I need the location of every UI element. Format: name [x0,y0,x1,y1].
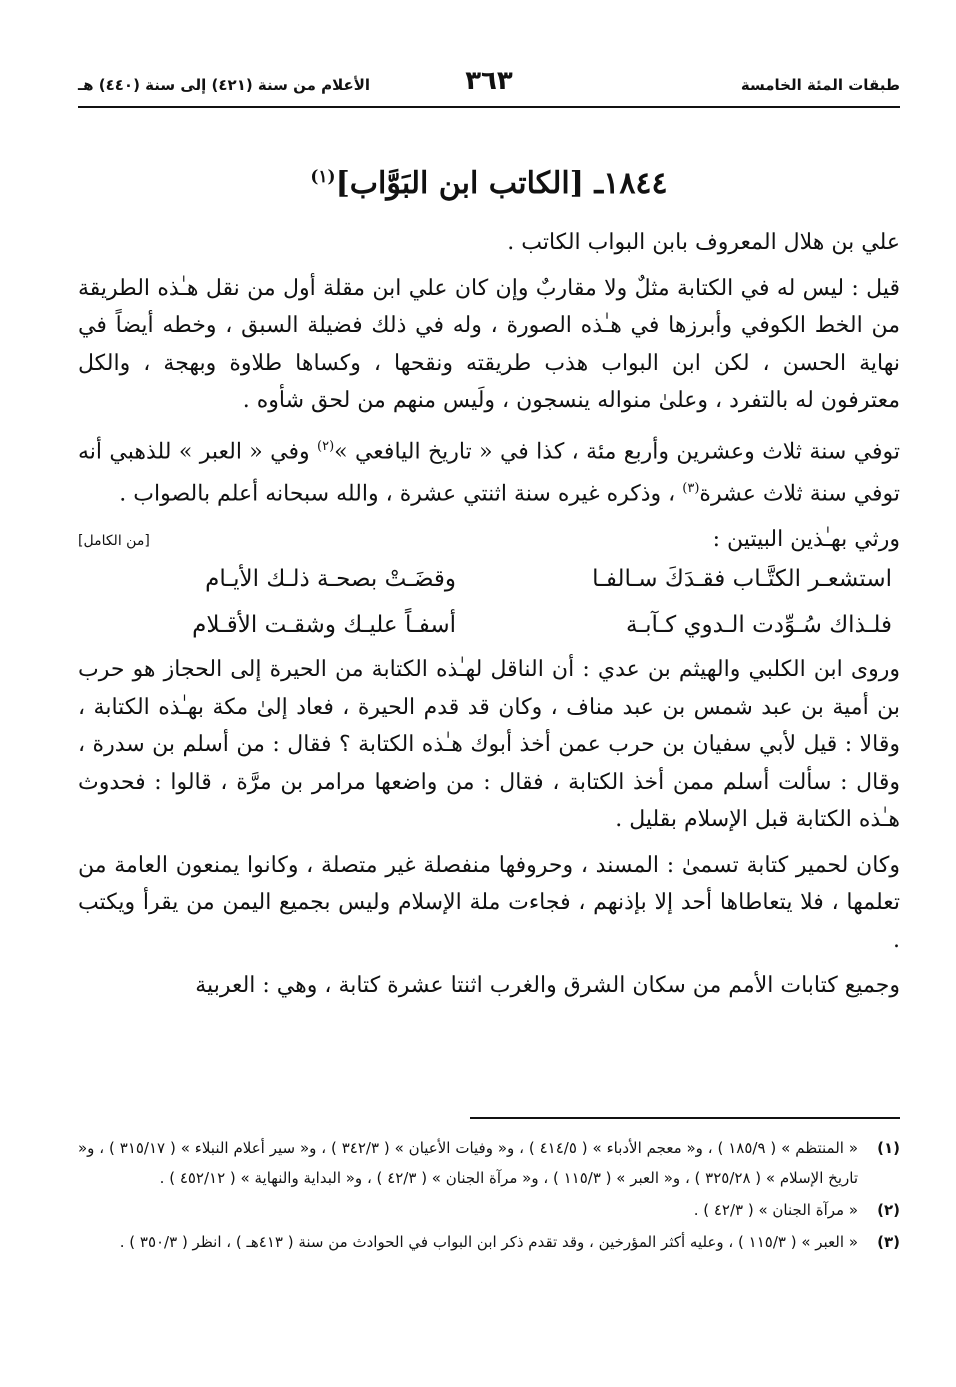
footnotes [78,1133,900,1259]
paragraph-1: علي بن هلال المعروف بابن البواب الكاتب . [507,230,900,255]
footnote-ref-2: (٢) [317,438,335,454]
verse-2-second-hemistich: أسفـاً عليـك وشقـت الأقـلام [192,612,456,639]
paragraph-5: وكان لحمير كتابة تسمىٰ : المسند ، وحروفها منفصلة غير متصلة ، وكانوا يمنعون العامة من تعلمها ، فلا يتعاطاها أحد إلا بإذنهم ، فجاءت ملة الإسلام وليس بجميع اليمن من يقرأ ويكتب . [78,852,900,953]
footnote-text: « مرآة الجنان » ( ٤٢/٣ ) . [693,1201,858,1219]
entry-title [78,166,900,214]
paragraph-3-part-c: ، وذكره غيره سنة اثنتي عشرة ، والله سبحانه أعلم بالصواب . [119,481,683,507]
footnote-number: (١) [877,1139,900,1157]
footnote-text: « المنتظم » ( ١٨٥/٩ ) ، و« معجم الأدباء » ( ٤١٤/٥ ) ، و« وفيات الأعيان » ( ٣٤٢/٣ ) ، و« سير أعلام النبلاء » ( ٣١٥/١٧ ) ، و« تاريخ الإسلام » ( ٣٢٥/٢٨ ) ، و« العبر » ( ١١٥/٣ ) ، و« مرآة الجنان » ( ٤٢/٣ ) ، و« البداية والنهاية » ( ٤٥٢/١٢ ) . [78,1139,859,1187]
header-range-title: الأعلام من سنة (٤٢١) إلى سنة (٤٤٠) هـ [78,76,371,94]
paragraph-2: قيل : ليس له في الكتابة مثلٌ ولا مقاربٌ وإن كان علي ابن مقلة أول من نقل هـٰذه الطريقة من الخط الكوفي وأبرزها في هـٰذه الصورة ، وله في ذلك فضيلة السبق ، وخطه أيضاً في نهاية الحسن ، لكن ابن البواب هذب طريقته ونقحها ، وكساها طلاوة وبهجة ، والكل معترفون له بالتفرد ، وعلىٰ منواله ينسجون ، ولَيس منهم من لحق شأوه . [78,275,900,413]
paragraph-6: وجميع كتابات الأمم من سكان الشرق والغرب اثنتا عشرة كتابة ، وهي : العربية [195,973,900,999]
verse-line-2 [78,605,900,651]
entry-title-text: ١٨٤٤ـ [الكاتب ابن البَوَّاب] [335,166,668,201]
verse-intro [78,521,900,559]
entry-title-note-ref: (١) [310,167,336,187]
verse-intro-text: ورثي بهـٰذين البيتين : [712,527,900,553]
verse-2-first-hemistich: فلـذاك سُـوِّدت الـدوي كـآبـة [626,612,892,639]
verse-1-second-hemistich: وقضَـتْ بصحـة ذلـك الأيـام [205,566,456,593]
paragraph-4: وروى ابن الكلبي والهيثم بن عدي : أن الناقل لهـٰذه الكتابة من الحيرة إلى الحجاز هو حرب بن أمية بن عبد شمس بن عبد مناف ، وكان قد قدم الحيرة ، فعاد إلىٰ مكة بهـٰذه الكتابة ، وقالا : قيل لأبي سفيان بن حرب عمن أخذ أبوك هـٰذه الكتابة ؟ فقال : من أسلم بن سدرة ، وقال : سألت أسلم ممن أخذ الكتابة ، فقال : من واضعها مرامر بن مرَّة ، قالوا : فحدوث هـٰذه الكتابة قبل الإسلام بقليل . [78,657,900,833]
footnote-2 [78,1195,900,1225]
header-section-title: طبقات المئة الخامسة [740,76,900,94]
page-number: ٣٦٣ [465,66,513,96]
paragraph-3-part-a: توفي سنة ثلاث وعشرين وأربع مئة ، كذا في « تاريخ اليافعي » [334,438,900,464]
paragraph-3-part-b: وفي « العبر » للذهبي أنه توفي سنة ثلاث عشرة [78,438,900,507]
paragraph-3 [78,428,900,514]
footnote-number: (٣) [877,1233,900,1251]
footnote-divider [470,1117,900,1119]
verse-meter: [من الكامل] [78,533,150,550]
main-text [78,224,900,1013]
page-header [78,62,900,102]
footnote-3 [78,1227,900,1257]
verse-1-first-hemistich: استشعـر الكتَّـاب فقـدَكَ سـالفـا [592,566,892,593]
footnote-ref-3: (٣) [682,481,700,497]
verse-line-1 [78,559,900,605]
footnote-1 [78,1133,900,1193]
footnote-number: (٢) [877,1201,900,1219]
header-divider [78,106,900,108]
footnote-text: « العبر » ( ١١٥/٣ ) ، وعليه أكثر المؤرخين ، وقد تقدم ذكر ابن البواب في الحوادث من سنة ( ٤١٣هـ ) ، انظر ( ٣٥٠/٣ ) . [119,1233,858,1251]
